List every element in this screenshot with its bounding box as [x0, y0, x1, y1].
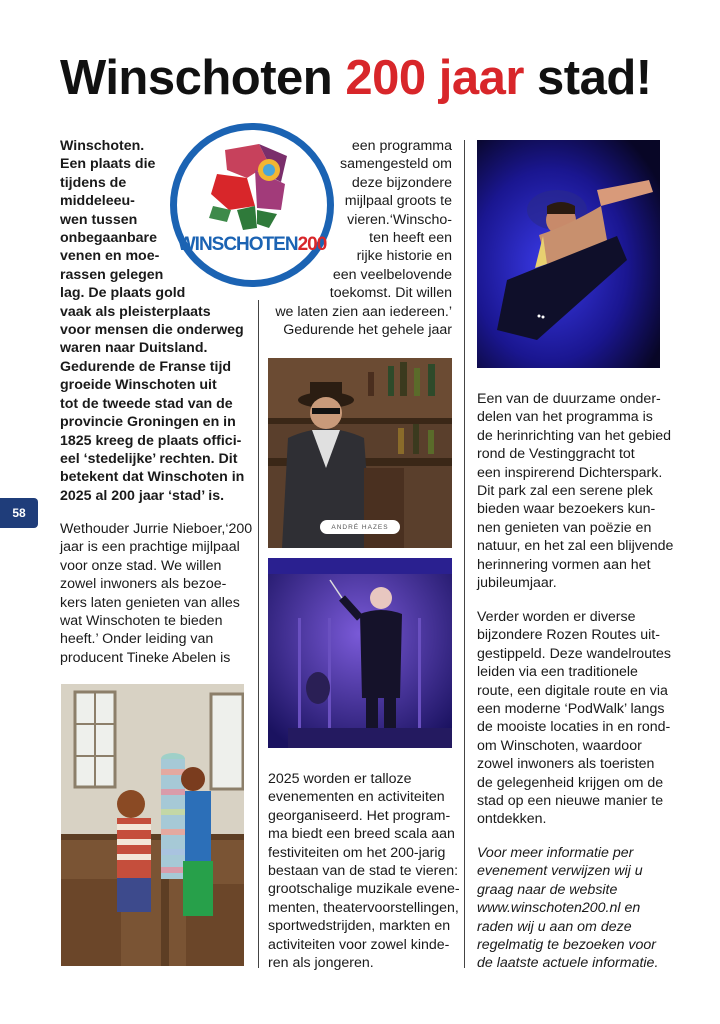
text-line: lag. De plaats gold: [60, 285, 186, 302]
text-line: deze bijzondere: [351, 174, 452, 191]
text-line: ren als jongeren.: [268, 955, 374, 972]
text-line: Een van de duurzame onder-: [477, 391, 661, 407]
text-line: bestaan van de stad te vieren:: [268, 863, 459, 880]
text-line: toekomst. Dit willen: [329, 285, 452, 302]
text-line: voor mensen die onderweg: [60, 322, 244, 339]
text-line: venen en moe-: [60, 248, 160, 265]
page-number-tab: [0, 498, 38, 528]
text-line: om Winschoten, waardoor: [477, 737, 642, 754]
text-line: zowel inwoners als toeristen: [477, 756, 655, 773]
column-divider-2: [464, 140, 465, 968]
text-line: graag naar de website: [477, 881, 618, 898]
text-line: rijke historie en: [356, 248, 452, 265]
text-line: rassen gelegen: [60, 266, 164, 283]
text-line: betekent dat Winschoten in: [60, 469, 245, 486]
col3-italic-note: [477, 844, 658, 973]
text-line: Dit park zal een serene plek: [477, 483, 653, 500]
text-line: natuur, en het zal een blijvende: [477, 538, 674, 555]
text-line: een programma: [351, 138, 452, 154]
text-line: activiteiten voor zowel kinde-: [268, 936, 450, 953]
text-line: wen tussen: [60, 211, 138, 228]
column-divider-1: [258, 300, 259, 968]
text-line: stad op een nieuwe manier te: [477, 793, 664, 810]
text-line: gestippeld. Deze wandelroutes: [477, 645, 672, 662]
text-line: regelmatig te bezoeken voor: [477, 937, 657, 954]
text-line: producent Tineke Abelen is: [60, 649, 231, 666]
text-line: we laten zien aan iedereen.’: [275, 303, 452, 320]
text-line: nen genieten van poëzie en: [477, 519, 652, 536]
text-line: de mooiste locaties in en rond-: [477, 719, 671, 736]
text-line: de herinrichting van het gebied: [477, 427, 672, 444]
col2-top: [275, 137, 452, 339]
title-part2: stad!: [523, 51, 652, 105]
page-number: 58: [12, 506, 26, 520]
text-line: een inspirerend Dichterspark.: [477, 464, 663, 481]
text-line: herinnering vormen aan het: [477, 556, 651, 573]
photo-singer-at-bar: [268, 358, 452, 548]
text-line: ontdekken.: [477, 811, 547, 828]
photo-children-hatboxes-image: [61, 684, 244, 966]
text-line: evenement verwijzen wij u: [477, 863, 643, 880]
text-line: Voor meer informatie per: [477, 845, 634, 861]
text-line: kers laten genieten van alles: [60, 594, 240, 611]
text-line: jaar is een prachtige mijlpaal: [60, 539, 240, 556]
text-line: tot de tweede stad van de: [60, 395, 233, 412]
col2-bottom: [268, 770, 460, 972]
text-line: groeide Winschoten uit: [60, 377, 217, 394]
text-line: ma biedt een breed scala aan: [268, 826, 455, 843]
text-line: menten, theatervoorstellingen,: [268, 899, 459, 916]
text-line: een moderne ‘PodWalk’ langs: [477, 701, 665, 718]
text-line: georganiseerd. Het program-: [268, 807, 451, 824]
text-line: samengesteld om: [340, 156, 452, 173]
text-line: wat Winschoten te bieden: [60, 613, 223, 630]
text-line: Gedurende de Franse tijd: [60, 358, 232, 375]
text-line: 1825 kreeg de plaats offici-: [60, 432, 242, 449]
photo-caption-text: ANDRÉ HAZES: [331, 523, 389, 531]
photo-conductor-image: [268, 558, 452, 748]
text-line: festiviteiten om het 200-jarig: [268, 844, 446, 861]
text-line: rond de Vestinggracht tot: [477, 446, 635, 463]
text-line: provincie Groningen en in: [60, 414, 236, 431]
text-line: sportwedstrijden, markten en: [268, 918, 451, 935]
text-line: een veelbelovende: [332, 266, 452, 283]
text-line: de gelegenheid krijgen om de: [477, 774, 664, 791]
text-line: mijlpaal groots te: [344, 193, 452, 210]
text-line: delen van het programma is: [477, 409, 653, 426]
text-line: Winschoten.: [60, 138, 145, 154]
col1-body: [60, 520, 252, 667]
text-line: middeleeu-: [60, 193, 135, 210]
text-line: Wethouder Jurrie Nieboer,‘200: [60, 521, 253, 537]
col3-para2: [477, 608, 671, 829]
text-line: Gedurende het gehele jaar: [283, 322, 452, 339]
text-line: heeft.’ Onder leiding van: [60, 631, 214, 648]
text-line: 2025 worden er talloze: [268, 771, 412, 787]
text-line: bieden waar bezoekers kun-: [477, 501, 656, 518]
text-line: vieren.‘Winscho-: [347, 211, 452, 228]
text-line: raden wij u aan om deze: [477, 918, 632, 935]
text-line: vaak als pleisterplaats: [60, 303, 211, 320]
text-line: ten heeft een: [369, 230, 452, 247]
text-line: grootschalige muzikale evene-: [268, 881, 460, 898]
logo-number: 200: [297, 234, 327, 255]
text-line: 2025 al 200 jaar ‘stad’ is.: [60, 487, 225, 504]
title-accent: 200 jaar: [345, 51, 524, 105]
page-title: [60, 50, 652, 106]
photo-performer-image: [477, 140, 660, 368]
col3-para1: [477, 390, 673, 592]
text-line: zowel inwoners als bezoe-: [60, 576, 227, 593]
photo-conductor: [268, 558, 452, 748]
text-line: Een plaats die: [60, 156, 156, 173]
text-line: jubileumjaar.: [477, 575, 557, 592]
text-line: route, een digitale route en via: [477, 682, 668, 699]
website-url: www.winschoten200.nl en: [477, 900, 641, 917]
text-line: tijdens de: [60, 174, 127, 191]
text-line: bijzondere Rozen Routes uit-: [477, 627, 660, 644]
logo-text: WINSCHOTEN: [177, 234, 298, 255]
text-line: Verder worden er diverse: [477, 609, 636, 625]
text-line: leiden via een traditionele: [477, 664, 638, 681]
text-line: de laatste actuele informatie.: [477, 955, 659, 972]
text-line: voor onze stad. We willen: [60, 557, 222, 574]
photo-performer: [477, 140, 660, 368]
text-line: evenementen en activiteiten: [268, 789, 445, 806]
text-line: eel ‘stedelijke’ rechten. Dit: [60, 450, 238, 467]
photo-caption: [320, 520, 400, 534]
title-part1: Winschoten: [60, 51, 346, 105]
text-line: onbegaanbare: [60, 230, 157, 247]
photo-children-hatboxes: [61, 684, 244, 966]
text-line: waren naar Duitsland.: [60, 340, 208, 357]
